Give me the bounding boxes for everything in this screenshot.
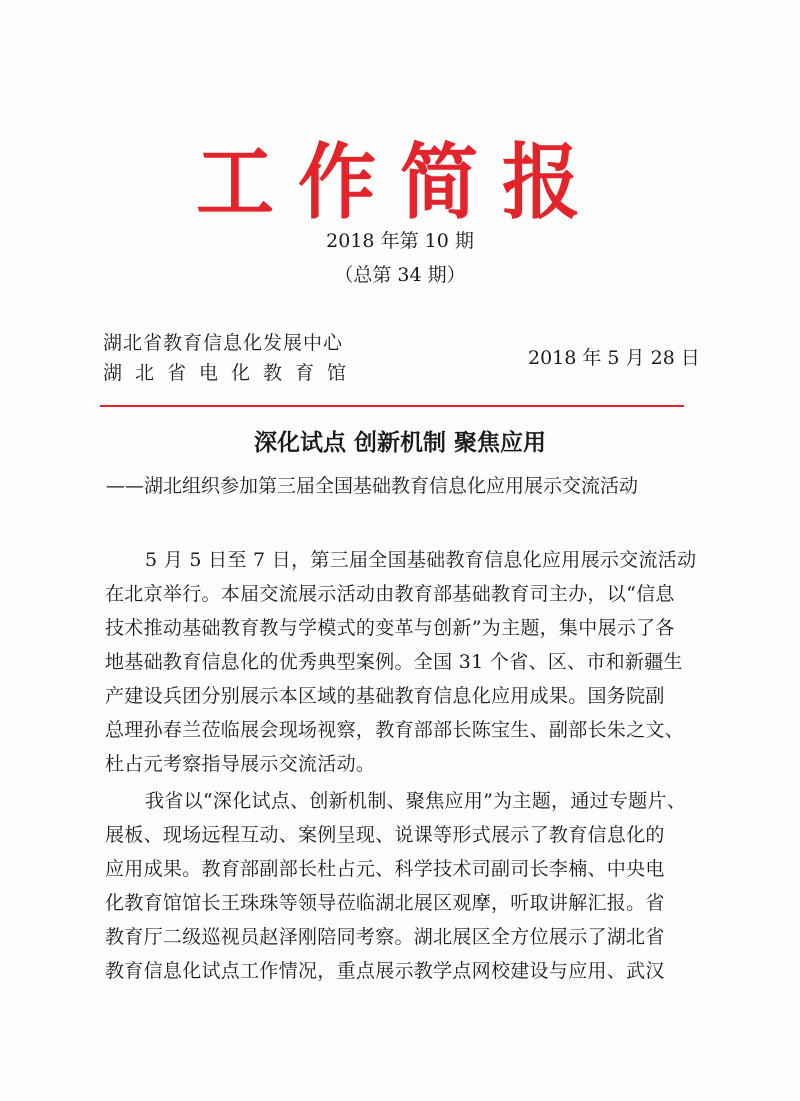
article-paragraph-1 bbox=[105, 543, 695, 781]
paragraph-line: 应用成果。教育部副部长杜占元、科学技术司副司长李楠、中央电 bbox=[105, 858, 665, 880]
paragraph-line: 杜占元考察指导展示交流活动。 bbox=[105, 753, 376, 775]
total-issue-number: （总第 34 期） bbox=[334, 264, 466, 286]
publisher-org-primary: 湖北省教育信息化发展中心 bbox=[103, 332, 344, 354]
article-title: 深化试点 创新机制 聚焦应用 bbox=[253, 429, 546, 456]
paragraph-line: 展板、现场远程互动、案例呈现、说课等形式展示了教育信息化的 bbox=[105, 824, 665, 846]
article-subtitle: ——湖北组织参加第三届全国基础教育信息化应用展示交流活动 bbox=[106, 475, 639, 497]
paragraph-line: 地基础教育信息化的优秀典型案例。全国 31 个省、区、市和新疆生 bbox=[105, 651, 683, 673]
paragraph-line: 产建设兵团分别展示本区域的基础教育信息化应用成果。国务院副 bbox=[105, 685, 665, 707]
red-divider-rule bbox=[100, 405, 684, 407]
publisher-org-secondary: 湖北省电化教育馆 bbox=[103, 362, 360, 384]
paragraph-line: 教育信息化试点工作情况，重点展示教学点网校建设与应用、武汉 bbox=[105, 960, 665, 982]
paragraph-line: 化教育馆馆长王珠珠等领导莅临湖北展区观摩，听取讲解汇报。省 bbox=[105, 892, 665, 914]
paragraph-line: 在北京举行。本届交流展示活动由教育部基础教育司主办，以“信息 bbox=[105, 583, 675, 605]
publish-date: 2018 年 5 月 28 日 bbox=[528, 347, 700, 369]
paragraph-line: 总理孙春兰莅临展会现场视察，教育部部长陈宝生、副部长朱之文、 bbox=[105, 719, 685, 741]
article-paragraph-2 bbox=[105, 784, 695, 988]
issue-number: 2018 年第 10 期 bbox=[326, 230, 474, 252]
paragraph-line: 技术推动基础教育教与学模式的变革与创新”为主题，集中展示了各 bbox=[105, 617, 675, 639]
masthead-title: 工作简报 bbox=[195, 134, 604, 231]
paragraph-line: 我省以“深化试点、创新机制、聚焦应用”为主题，通过专题片、 bbox=[145, 790, 687, 812]
paragraph-line: 教育厅二级巡视员赵泽刚陪同考察。湖北展区全方位展示了湖北省 bbox=[105, 926, 665, 948]
paragraph-line: 5 月 5 日至 7 日，第三届全国基础教育信息化应用展示交流活动 bbox=[145, 549, 697, 571]
